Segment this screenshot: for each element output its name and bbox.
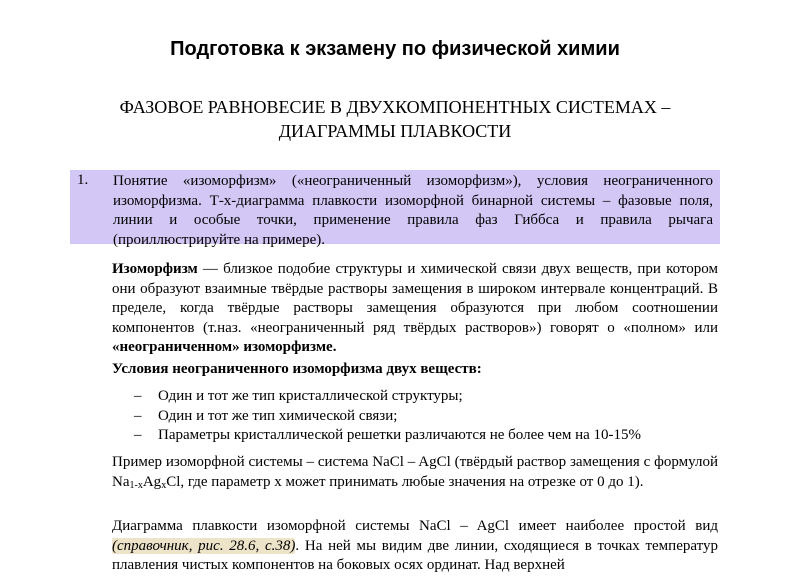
list-item-text: Один и тот же тип химической связи; xyxy=(158,407,398,424)
reference-highlight: (справочник, рис. 28.6, с.38) xyxy=(112,537,296,554)
example-text: Пример изоморфной системы – система NaCl – AgCl (твёрдый раствор замещения с формулой Na xyxy=(112,454,718,490)
section-title: ФАЗОВОЕ РАВНОВЕСИЕ В ДВУХКОМПОНЕНТНЫХ СИСТЕМАХ – ДИАГРАММЫ ПЛАВКОСТИ xyxy=(119,97,671,141)
example-paragraph xyxy=(112,453,718,495)
question-number: 1. xyxy=(77,172,89,188)
diagram-paragraph xyxy=(112,517,718,576)
list-item xyxy=(112,407,718,427)
document-header: Подготовка к экзамену по физической химии xyxy=(170,38,620,60)
definition-term: Изоморфизм xyxy=(112,261,198,277)
bullet-dash-icon: – xyxy=(134,388,142,404)
question-block xyxy=(70,170,720,248)
conditions-title: Условия неограниченного изоморфизма двух веществ: xyxy=(112,361,482,377)
definition-text: — близкое подобие структуры и химической связи двух веществ, при котором они образуют взаимные твёрдые растворы замещения в широком интервале концентраций. В пределе, когда твёрдые растворы замещения образуются при любом соотношении компонентов (т.наз. «неограниченный ряд твёрдых растворов») говорят о «полном» или xyxy=(112,261,718,336)
definition-bold-end: «неограниченном» изоморфизме. xyxy=(112,339,337,355)
example-text: Cl, где параметр x может принимать любые значения на отрезке от 0 до 1). xyxy=(166,473,644,490)
conditions-list xyxy=(112,387,718,446)
list-item xyxy=(112,387,718,407)
question-text: Понятие «изоморфизм» («неограниченный изоморфизм»), условия неограниченного изоморфизма. Т-х-диаграмма плавкости изоморфной бинарной системы – фазовые поля, линии и особые точки, применение правила фаз Гиббса и правила рычага (проиллюстрируйте на примере). xyxy=(113,173,713,248)
list-item xyxy=(112,426,718,446)
formula-subscript: x xyxy=(161,479,167,491)
diagram-text: Диаграмма плавкости изоморфной системы NaCl – AgCl имеет наиболее простой вид xyxy=(112,518,718,534)
formula-subscript: 1-x xyxy=(129,479,143,491)
diagram-text: . На ней мы видим две линии, сходящиеся в точках температур плавления чистых компонентов на боковых осях ординат. Над верхней xyxy=(112,537,718,573)
bullet-dash-icon: – xyxy=(134,407,142,424)
definition-paragraph xyxy=(112,260,718,358)
list-item-text: Один и тот же тип кристаллической структуры; xyxy=(158,388,463,404)
list-item-text: Параметры кристаллической решетки различаются не более чем на 10-15% xyxy=(158,427,642,443)
example-text: Ag xyxy=(142,473,162,490)
bullet-dash-icon: – xyxy=(134,427,142,443)
